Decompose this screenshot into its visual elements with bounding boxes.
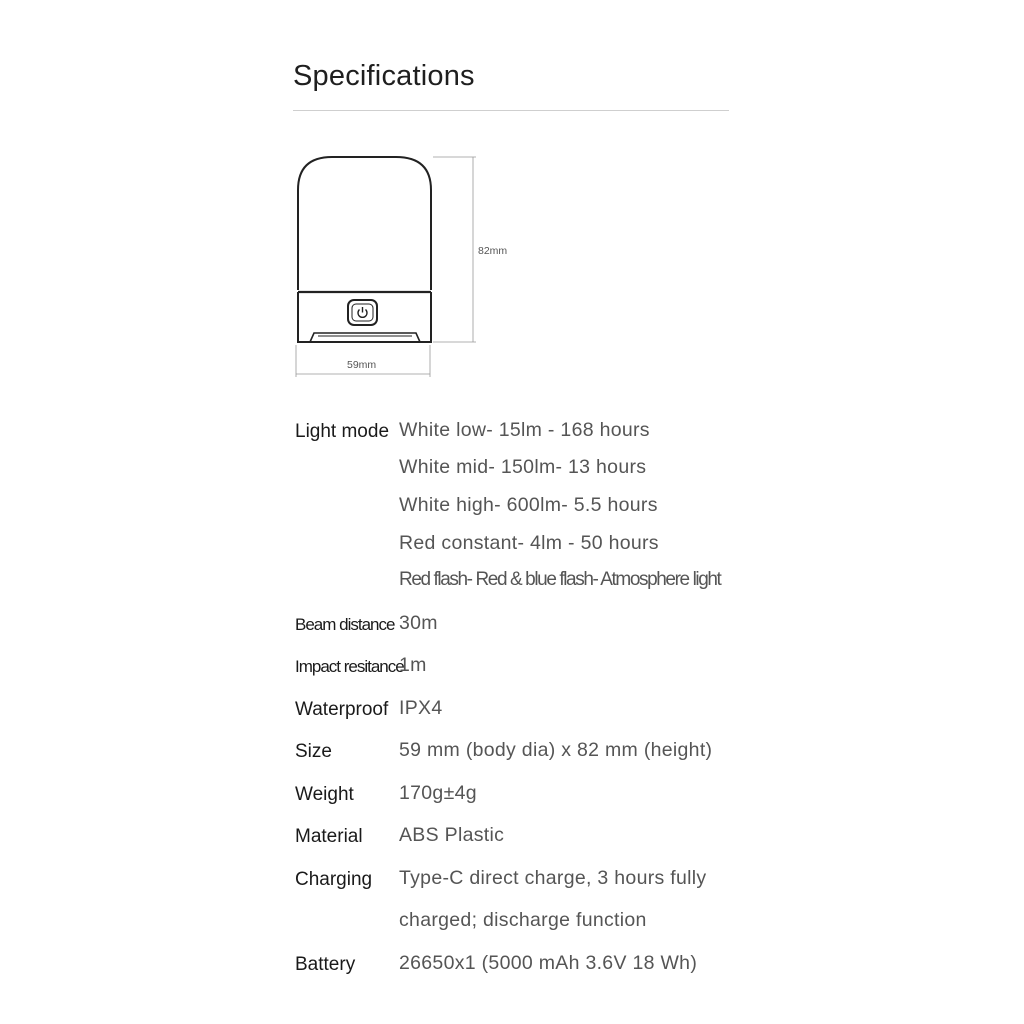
spec-label-light-mode: Light mode bbox=[295, 421, 390, 442]
spec-value-light-mode-5: Red flash- Red & blue flash- Atmosphere light bbox=[399, 569, 721, 590]
spec-label-size: Size bbox=[295, 741, 332, 762]
spec-value-battery: 26650x1 (5000 mAh 3.6V 18 Wh) bbox=[399, 952, 698, 974]
spec-value-light-mode-2: White mid- 150lm- 13 hours bbox=[399, 456, 647, 478]
spec-value-impact-resistance: 1m bbox=[399, 654, 427, 676]
spec-value-charging-1: Type-C direct charge, 3 hours fully bbox=[399, 867, 707, 889]
product-dimension-drawing bbox=[290, 150, 530, 385]
spec-label-material: Material bbox=[295, 826, 363, 847]
spec-label-impact-resistance: Impact resitance bbox=[295, 657, 404, 676]
title-divider bbox=[293, 110, 729, 111]
page-title: Specifications bbox=[293, 60, 475, 92]
spec-value-light-mode-1: White low- 15lm - 168 hours bbox=[399, 419, 650, 441]
height-dimension-label: 82mm bbox=[478, 245, 508, 257]
lamp-feet bbox=[310, 333, 420, 342]
spec-value-size: 59 mm (body dia) x 82 mm (height) bbox=[399, 739, 713, 761]
spec-value-charging-2: charged; discharge function bbox=[399, 909, 647, 931]
width-dimension-label: 59mm bbox=[347, 359, 377, 371]
spec-value-light-mode-4: Red constant- 4lm - 50 hours bbox=[399, 532, 659, 554]
spec-label-charging: Charging bbox=[295, 869, 373, 890]
spec-label-battery: Battery bbox=[295, 954, 356, 975]
spec-label-waterproof: Waterproof bbox=[295, 699, 389, 720]
spec-label-weight: Weight bbox=[295, 784, 354, 805]
spec-value-waterproof: IPX4 bbox=[399, 697, 443, 719]
spec-label-beam-distance: Beam distance bbox=[295, 615, 395, 634]
spec-value-weight: 170g±4g bbox=[399, 782, 477, 804]
spec-value-beam-distance: 30m bbox=[399, 612, 438, 634]
spec-value-material: ABS Plastic bbox=[399, 824, 505, 846]
power-icon bbox=[348, 300, 377, 325]
spec-value-light-mode-3: White high- 600lm- 5.5 hours bbox=[399, 494, 658, 516]
lamp-body-outline bbox=[298, 157, 431, 290]
